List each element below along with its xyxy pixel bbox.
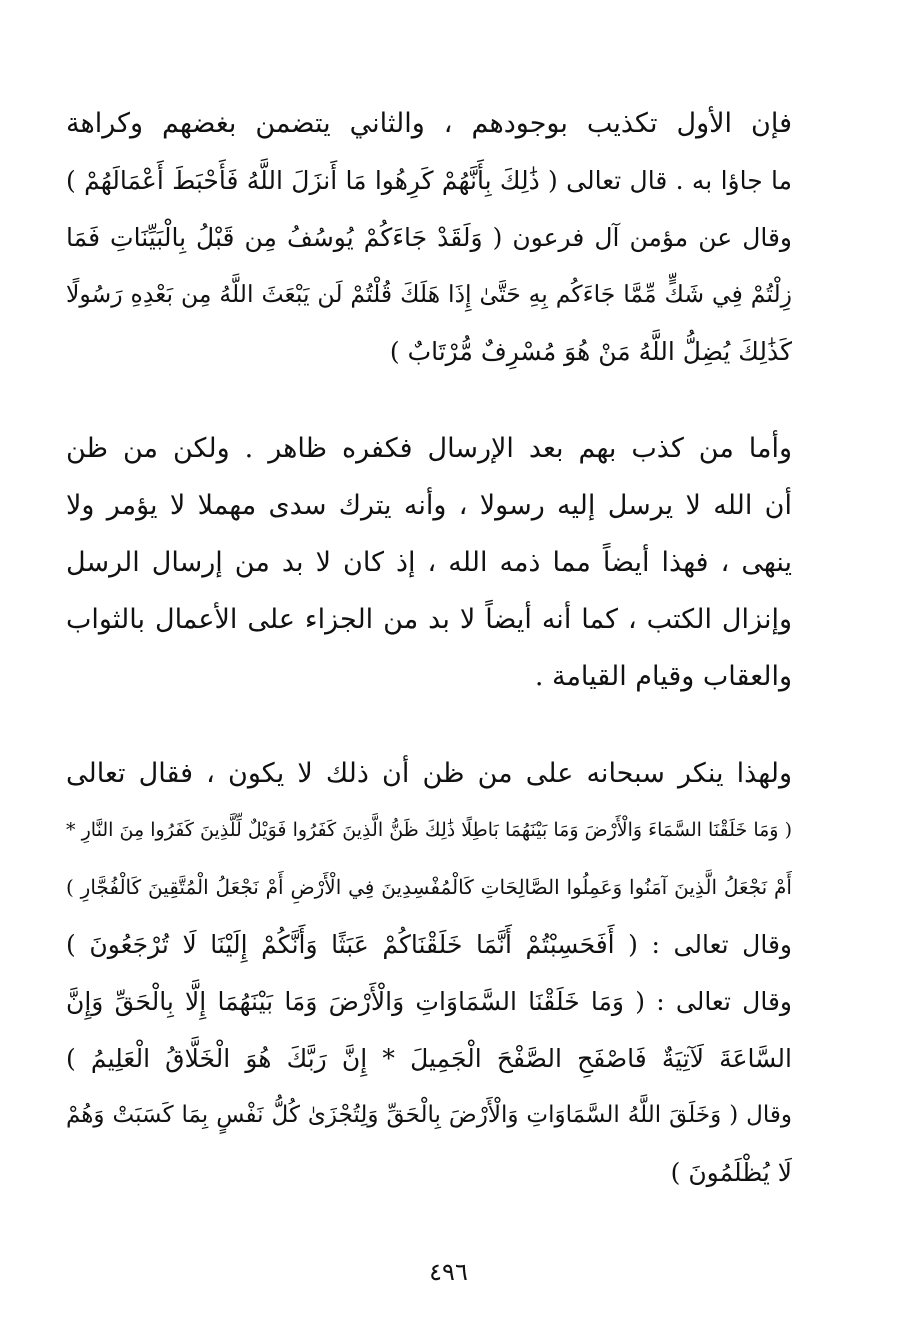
text-line: فإن الأول تكذيب بوجودهم ، والثاني يتضمن بغضهم وكراهة bbox=[66, 108, 792, 139]
paragraph-2 bbox=[66, 420, 792, 705]
text-line: وقال تعالى : ( وَمَا خَلَقْنَا السَّمَاوَاتِ وَالْأَرْضَ وَمَا بَيْنَهُمَا إِلَّا بِالْحَقِّ وَإِنَّ bbox=[66, 987, 792, 1016]
text-line: وأما من كذب بهم بعد الإرسال فكفره ظاهر . ولكن من ظن bbox=[66, 433, 792, 464]
text-line: وإنزال الكتب ، كما أنه أيضاً لا بد من الجزاء على الأعمال بالثواب bbox=[66, 604, 792, 635]
text-line: كَذَٰلِكَ يُضِلُّ اللَّهُ مَنْ هُوَ مُسْرِفٌ مُّرْتَابٌ ) bbox=[389, 337, 792, 366]
text-line: ما جاؤا به . قال تعالى ( ذَٰلِكَ بِأَنَّهُمْ كَرِهُوا مَا أَنزَلَ اللَّهُ فَأَحْبَطَ أَعْمَالَهُمْ ) bbox=[66, 166, 792, 195]
text-line: ولهذا ينكر سبحانه على من ظن أن ذلك لا يكون ، فقال تعالى bbox=[66, 758, 792, 789]
text-line: السَّاعَةَ لَآتِيَةٌ فَاصْفَحِ الصَّفْحَ الْجَمِيلَ * إِنَّ رَبَّكَ هُوَ الْخَلَّاقُ الْعَلِيمُ ) bbox=[66, 1044, 792, 1073]
text-line: أَمْ نَجْعَلُ الَّذِينَ آمَنُوا وَعَمِلُوا الصَّالِحَاتِ كَالْمُفْسِدِينَ فِي الْأَرْضِ أَمْ نَجْعَلُ الْمُتَّقِينَ كَالْفُجَّارِ ) bbox=[66, 875, 792, 899]
text-line: وقال ( وَخَلَقَ اللَّهُ السَّمَاوَاتِ وَالْأَرْضَ بِالْحَقِّ وَلِتُجْزَىٰ كُلُّ نَفْسٍ بِمَا كَسَبَتْ وَهُمْ bbox=[66, 1102, 792, 1128]
text-line: ينهى ، فهذا أيضاً مما ذمه الله ، إذ كان لا بد من إرسال الرسل bbox=[66, 547, 792, 578]
text-line: والعقاب وقيام القيامة . bbox=[534, 661, 792, 692]
paragraph-3 bbox=[66, 745, 792, 1201]
text-line: زِلْتُمْ فِي شَكٍّ مِّمَّا جَاءَكُم بِهِ حَتَّىٰ إِذَا هَلَكَ قُلْتُمْ لَن يَبْعَثَ اللَّهُ مِن بَعْدِهِ رَسُولًا bbox=[66, 280, 792, 308]
paragraph-1 bbox=[66, 95, 792, 380]
page-body bbox=[66, 95, 792, 1201]
text-line: وقال تعالى : ( أَفَحَسِبْتُمْ أَنَّمَا خَلَقْنَاكُمْ عَبَثًا وَأَنَّكُمْ إِلَيْنَا لَا تُرْجَعُونَ ) bbox=[66, 930, 792, 959]
text-line: وقال عن مؤمن آل فرعون ( وَلَقَدْ جَاءَكُمْ يُوسُفُ مِن قَبْلُ بِالْبَيِّنَاتِ فَمَا bbox=[66, 223, 792, 252]
paragraph-gap bbox=[66, 705, 792, 745]
text-line: أن الله لا يرسل إليه رسولا ، وأنه يترك سدى مهملا لا يؤمر ولا bbox=[66, 490, 792, 521]
text-line: ( وَمَا خَلَقْنَا السَّمَاءَ وَالْأَرْضَ وَمَا بَيْنَهُمَا بَاطِلًا ذَٰلِكَ ظَنُّ الَّذِينَ كَفَرُوا فَوَيْلٌ لِّلَّذِينَ كَفَرُوا مِنَ النَّارِ * bbox=[66, 819, 792, 841]
text-line: لَا يُظْلَمُونَ ) bbox=[670, 1158, 792, 1187]
paragraph-gap bbox=[66, 380, 792, 420]
page-number: ٤٩٦ bbox=[429, 1258, 468, 1286]
